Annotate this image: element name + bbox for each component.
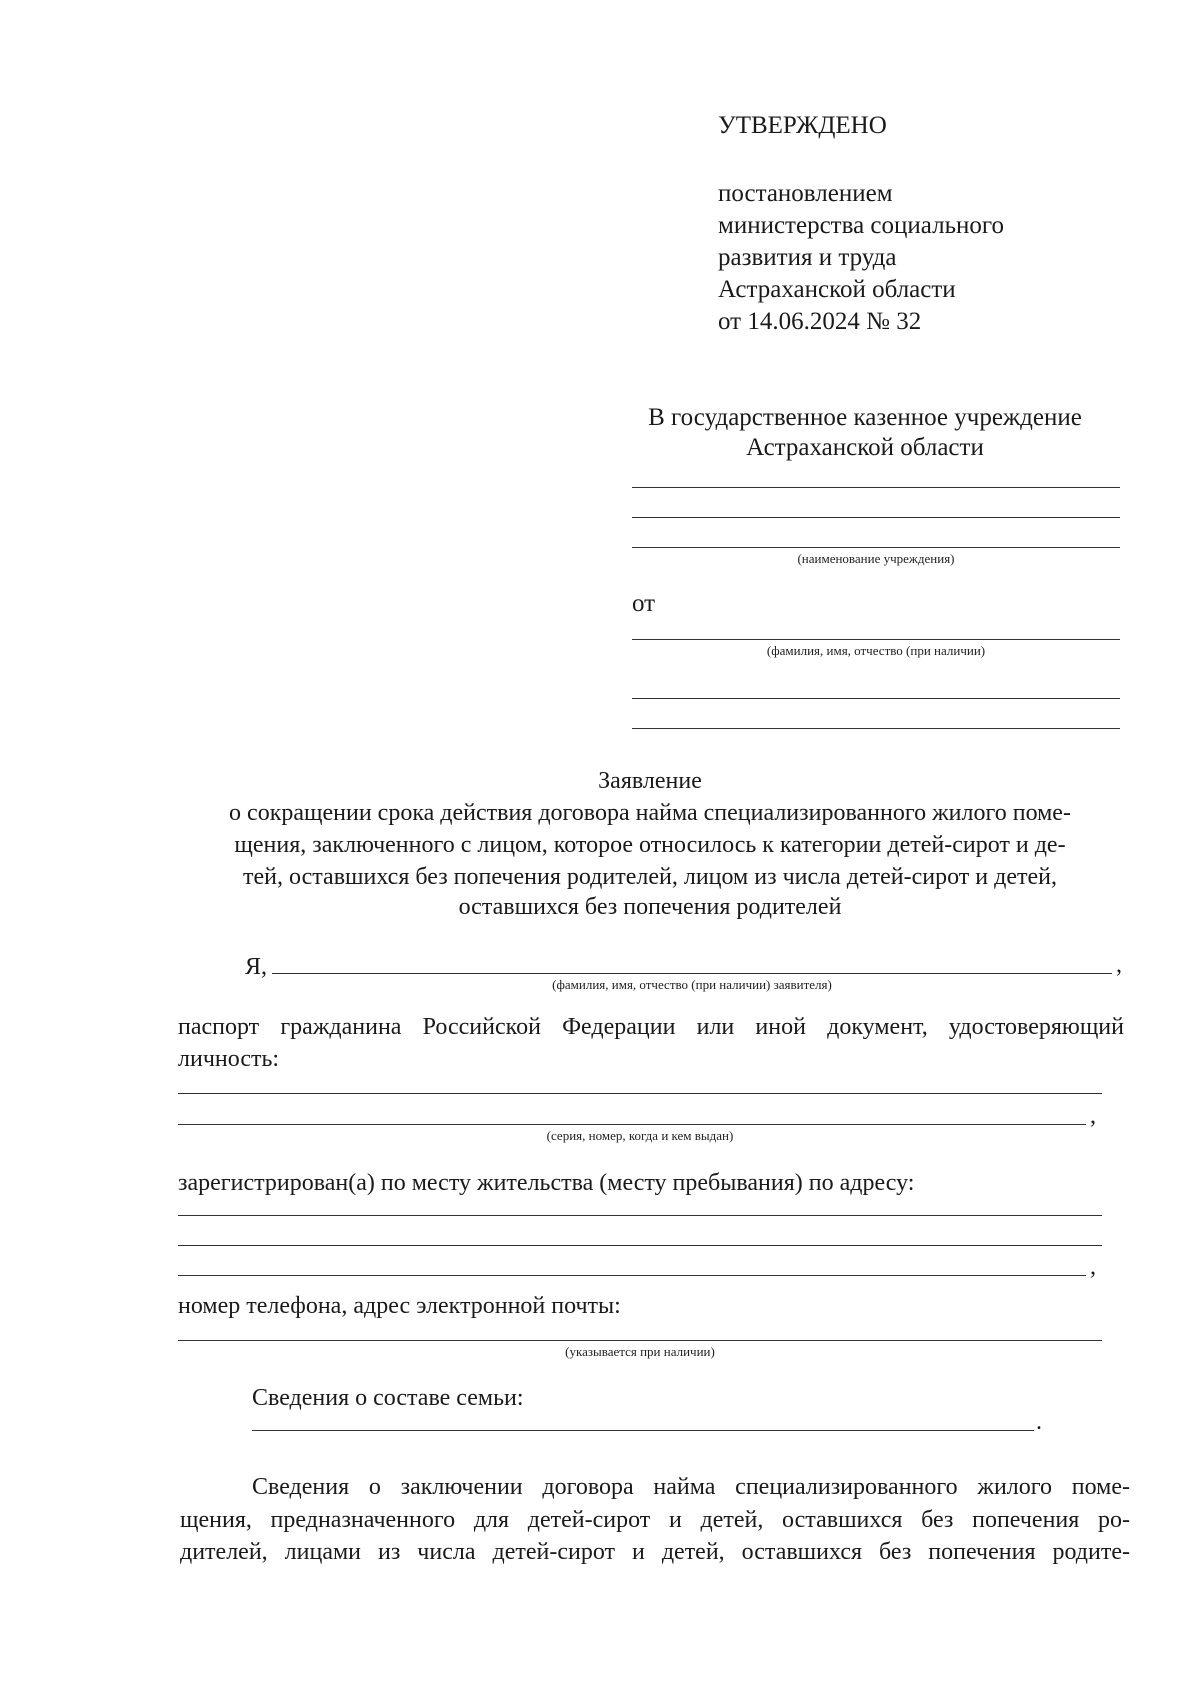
contract-paragraph-line: дителей, лицами из числа детей-сирот и детей, оставшихся без попечения родите-	[180, 1539, 1130, 1565]
institution-caption: (наименование учреждения)	[797, 551, 955, 566]
contract-paragraph-line: щения, предназначенного для детей-сирот и детей, оставшихся без попечения ро-	[180, 1507, 1130, 1533]
passport-caption: (серия, номер, когда и кем выдан)	[546, 1128, 734, 1143]
name-field-line	[632, 639, 1120, 640]
registered-label: зарегистрирован(а) по месту жительства (месту пребывания) по адресу:	[178, 1170, 915, 1196]
title-line: тей, оставшихся без попечения родителей, лицом из числа детей-сирот и детей,	[243, 864, 1057, 890]
title-line: щения, заключенного с лицом, которое относилось к категории детей-сирот и де-	[234, 832, 1066, 858]
comma: ,	[1090, 1254, 1096, 1280]
institution-field-line	[632, 487, 1120, 488]
approval-line: постановлением	[718, 180, 893, 207]
comma: ,	[1116, 952, 1122, 978]
i-label: Я,	[245, 954, 268, 980]
institution-field-line	[632, 517, 1120, 518]
passport-field-line	[178, 1124, 1086, 1125]
contract-paragraph-line: Сведения о заключении договора найма специализированного жилого поме-	[252, 1474, 1130, 1500]
address-field-line	[178, 1245, 1102, 1246]
name-field-line	[632, 728, 1120, 729]
addressee-line: Астраханской области	[746, 434, 984, 461]
addressee-line: В государственное казенное учреждение	[648, 404, 1082, 431]
approval-line: Астраханской области	[718, 276, 956, 303]
document-title: Заявление	[598, 768, 702, 794]
passport-label-cont: личность:	[178, 1046, 280, 1072]
period: .	[1036, 1409, 1042, 1435]
approval-line: министерства социального	[718, 212, 1004, 239]
phone-caption: (указывается при наличии)	[565, 1344, 715, 1359]
title-line: оставшихся без попечения родителей	[458, 894, 842, 920]
from-label: от	[632, 590, 656, 617]
name-field-line	[632, 698, 1120, 699]
family-field-line	[252, 1430, 1034, 1431]
approval-date-line: от 14.06.2024 № 32	[718, 308, 922, 335]
passport-label: паспорт гражданина Российской Федерации или иной документ, удостоверяющий	[178, 1014, 1124, 1040]
institution-field-line	[632, 547, 1120, 548]
address-field-line	[178, 1215, 1102, 1216]
applicant-caption: (фамилия, имя, отчество (при наличии) заявителя)	[552, 977, 832, 992]
family-label: Сведения о составе семьи:	[252, 1385, 524, 1411]
comma: ,	[1090, 1103, 1096, 1129]
applicant-name-line	[272, 973, 1112, 974]
name-caption: (фамилия, имя, отчество (при наличии)	[766, 643, 986, 658]
approval-heading: УТВЕРЖДЕНО	[718, 112, 887, 139]
phone-label: номер телефона, адрес электронной почты:	[178, 1293, 621, 1319]
phone-field-line	[178, 1340, 1102, 1341]
passport-field-line	[178, 1093, 1102, 1094]
title-line: о сокращении срока действия договора найма специализированного жилого поме-	[229, 800, 1071, 826]
approval-line: развития и труда	[718, 244, 897, 271]
address-field-line	[178, 1275, 1086, 1276]
